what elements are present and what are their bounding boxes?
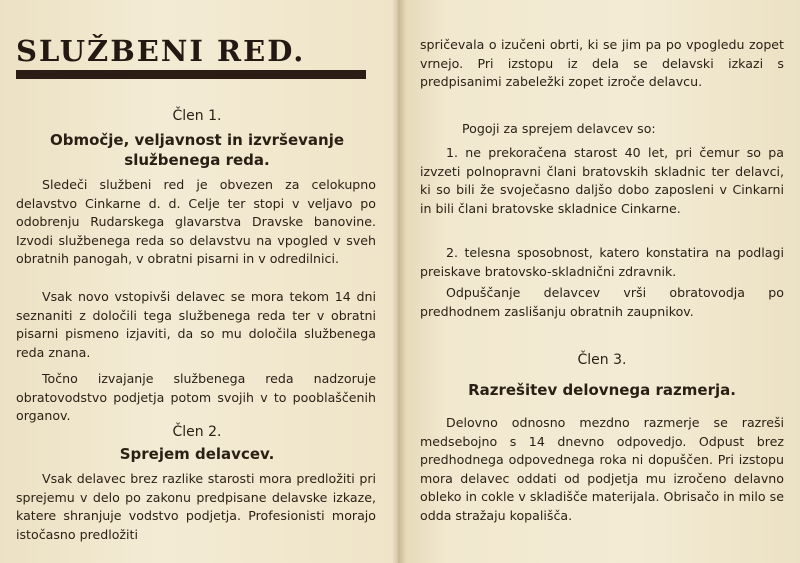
article-2-label: Člen 2. <box>172 424 222 440</box>
dismissal-paragraph: Odpuščanje delavcev vrši obratovodja po predhodnem zaslišanju obratnih zaupnikov. <box>420 285 784 319</box>
article-1-paragraph-1: Sledeči službeni red je obvezen za celokupno delavstvo Cinkarne d. d. Celje ter stopi v veljavo po odobrenju Rudarskega glavarstva Dravske banovine. Izvodi službenega reda so delavstvu na vpogled v sveh obratnih panogah, v obratni pisarni in v odredilnici. <box>16 177 376 267</box>
article-2-paragraph-1: Vsak delavec brez razlike starosti mora predložiti pri sprejemu v delo po zakonu predpisane delavske izkaze, katere shranjuje vodstvo podjetja. Profesionisti morajo istočasno predložiti <box>16 471 376 542</box>
article-1-heading: Območje, veljavnost in izvrševanje službenega reda. <box>49 131 345 169</box>
admission-conditions-intro: Pogoji za sprejem delavcev so: <box>462 121 656 136</box>
article-3-heading: Razrešitev delovnega razmerja. <box>468 381 736 399</box>
title-underline-bar <box>16 70 366 79</box>
article-2-continued-paragraph: spričevala o izučeni obrti, ki se jim pa po vpogledu zopet vrnejo. Pri izstopu iz dela se delavski izkazi s predpisanimi zabeležki zopet izroče delavcu. <box>420 37 784 90</box>
article-1-paragraph-3: Točno izvajanje službenega reda nadzoruje obratovodstvo podjetja potom svojih v to pooblaščenih organov. <box>16 371 376 424</box>
article-1-label: Člen 1. <box>172 108 222 124</box>
book-gutter <box>392 0 406 563</box>
right-page <box>398 0 800 563</box>
article-2-heading: Sprejem delavcev. <box>119 445 275 463</box>
article-3-paragraph-1: Delovno odnosno mezdno razmerje se razreši medsebojno s 14 dnevno odpovedjo. Odpust brez predhodnega odpovednega roka ni dopuščen. Pri izstopu mora delavec oddati od podjetja mu izročeno delavno obleko in cokle v skladišče materijala. Obrisačo in milo se odda stražaju kopališča. <box>420 415 784 523</box>
left-page <box>0 0 398 563</box>
admission-condition-2: 2. telesna sposobnost, katero konstatira na podlagi preiskave bratovsko-skladnični zdravnik. <box>420 245 784 279</box>
admission-condition-1: 1. ne prekoračena starost 40 let, pri čemur so pa izvzeti polnopravni člani bratovskih skladnic ter delavci, ki so bili že svoječasno daljšo dobo zaposleni v Cinkarni in bili člani bratovske skladnice Cinkarne. <box>420 145 784 216</box>
article-1-paragraph-2: Vsak novo vstopivši delavec se mora tekom 14 dni seznaniti z določili tega službenega reda ter v obratni pisarni pismeno izjaviti, da so mu določila službenega reda znana. <box>16 289 376 360</box>
article-3-label: Člen 3. <box>577 352 627 368</box>
document-title: SLUŽBENI RED. <box>16 34 306 68</box>
